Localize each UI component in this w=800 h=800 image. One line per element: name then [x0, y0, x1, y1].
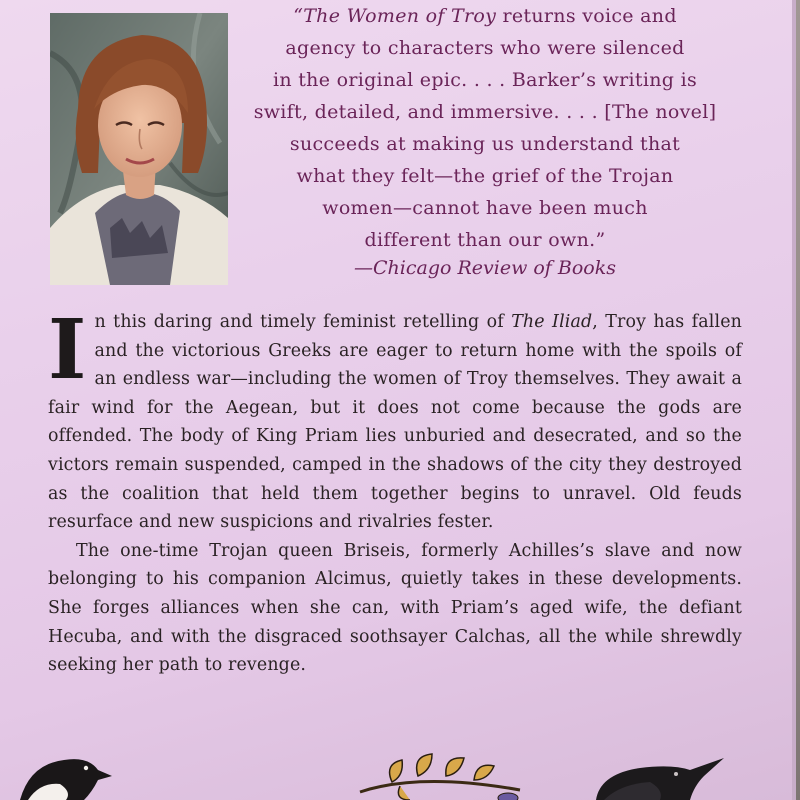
review-quote — [250, 0, 720, 256]
quote-line-3: in the original epic. . . . Barker’s writing is — [272, 69, 697, 91]
drop-cap: I — [48, 302, 87, 398]
iliad-title: The Iliad — [511, 312, 593, 332]
paragraph-1-text-a: n this daring and timely feminist retelling of — [94, 312, 512, 332]
book-description — [48, 302, 742, 680]
description-paragraph-2: The one-time Trojan queen Briseis, formerly Achilles’s slave and now belonging to his companion Alcimus, quietly takes in these developments. She forges alliances when she can, with Priam’s aged wife, the defiant Hecuba, and with the disgraced soothsayer Calchas, all the while shrewdly seeking her path to revenge. — [48, 540, 742, 676]
quote-line-2: agency to characters who were silenced — [285, 37, 685, 59]
quote-line-1: returns voice and — [496, 5, 677, 27]
paragraph-1-text-b: , Troy has fallen and the victorious Greeks are eager to return home with the spoils of an endless war—including the women of Troy themselves. They await a fair wind for the Aegean, but it does not come because the gods are offended. The body of King Priam lies unburied and desecrated, and so the victors remain suspended, camped in the shadows of the city they destroyed as the coalition that held them together begins to unravel. Old feuds resurface and new suspicions and rivalries fester. — [48, 312, 742, 533]
quote-line-8: different than our own.” — [364, 229, 606, 251]
quote-line-4: swift, detailed, and immersive. . . . [The novel] — [253, 101, 717, 123]
quote-book-title: “The Women of Troy — [293, 5, 497, 27]
magpie-icon — [20, 759, 112, 800]
author-portrait-image — [50, 13, 228, 285]
quote-attribution: —Chicago Review of Books — [354, 257, 616, 279]
quote-line-6: what they felt—the grief of the Trojan — [296, 165, 674, 187]
author-photo — [50, 13, 228, 285]
description-paragraph-1 — [48, 302, 742, 537]
raven-icon — [596, 758, 724, 800]
quote-line-5: succeeds at making us understand that — [289, 133, 681, 155]
bird-and-branch-illustration — [0, 720, 792, 800]
olive-branch-icon — [360, 754, 520, 800]
quote-line-7: women—cannot have been much — [322, 197, 648, 219]
